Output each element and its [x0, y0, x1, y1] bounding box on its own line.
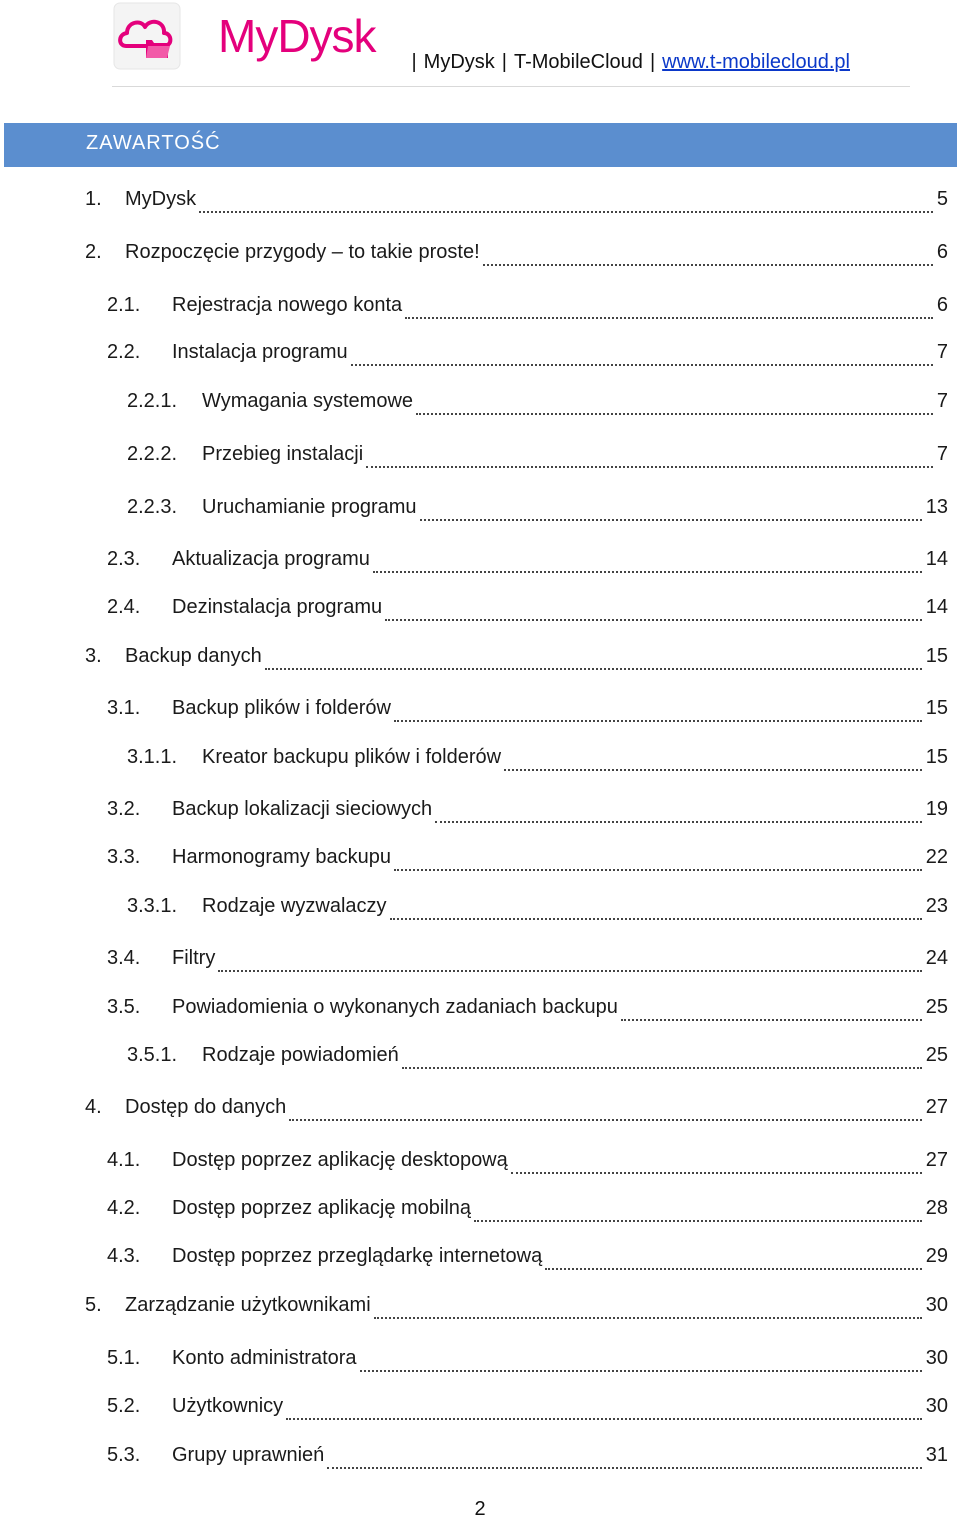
toc-entry-number: 2.2.3. — [127, 496, 178, 518]
toc-entry-title: Backup lokalizacji sieciowych — [172, 798, 433, 820]
toc-entry-number: 3.3. — [107, 846, 141, 868]
toc-entry-number: 5.1. — [107, 1347, 141, 1369]
toc-entry-page: 13 — [925, 496, 948, 518]
header-links: | MyDysk | T-MobileCloud | www.t-mobilecloud.pl — [411, 51, 850, 73]
toc-entry-number: 3.1.1. — [127, 746, 178, 768]
toc-entry-number: 2.1. — [107, 294, 141, 316]
toc-entry[interactable] — [107, 996, 948, 1026]
page-number: 2 — [474, 1498, 486, 1520]
toc-dot-leader — [483, 264, 933, 266]
toc-dot-leader — [265, 668, 922, 670]
toc-entry[interactable] — [107, 697, 948, 727]
toc-entry-page: 5 — [936, 188, 948, 210]
toc-entry-title: Rejestracja nowego konta — [172, 294, 403, 316]
toc-entry[interactable] — [107, 1444, 948, 1474]
toc-dot-leader — [286, 1418, 922, 1420]
toc-entry-title: Aktualizacja programu — [172, 548, 370, 570]
toc-entry[interactable] — [85, 645, 948, 675]
toc-dot-leader — [504, 769, 922, 771]
toc-entry-number: 3. — [85, 645, 102, 667]
toc-entry-page: 7 — [936, 390, 948, 412]
toc-entry-title: Powiadomienia o wykonanych zadaniach backupu — [172, 996, 618, 1018]
toc-entry-title: Backup plików i folderów — [172, 697, 391, 719]
toc-entry-title: Uruchamianie programu — [202, 496, 417, 518]
toc-entry-page: 25 — [925, 996, 948, 1018]
toc-entry-title: MyDysk — [125, 188, 197, 210]
toc-entry-page: 14 — [925, 596, 948, 618]
toc-entry-number: 4.3. — [107, 1245, 141, 1267]
toc-entry-page: 15 — [925, 697, 948, 719]
toc-entry-page: 23 — [925, 895, 948, 917]
toc-entry-number: 4.2. — [107, 1197, 141, 1219]
toc-entry-title: Rodzaje wyzwalaczy — [202, 895, 387, 917]
toc-entry-title: Użytkownicy — [172, 1395, 284, 1417]
toc-entry-number: 3.2. — [107, 798, 141, 820]
toc-heading: ZAWARTOŚĆ — [86, 132, 221, 154]
toc-dot-leader — [420, 519, 922, 521]
toc-entry-page: 29 — [925, 1245, 948, 1267]
header-cloud-label: T-MobileCloud — [513, 51, 643, 73]
toc-entry-title: Instalacja programu — [172, 341, 348, 363]
toc-entry-title: Kreator backupu plików i folderów — [202, 746, 502, 768]
toc-entry[interactable] — [127, 1044, 948, 1074]
toc-entry-page: 30 — [925, 1347, 948, 1369]
toc-entry-number: 2.2.1. — [127, 390, 178, 412]
toc-entry[interactable] — [107, 846, 948, 876]
toc-entry-number: 3.5. — [107, 996, 141, 1018]
toc-entry-number: 1. — [85, 188, 102, 210]
toc-entry-page: 25 — [925, 1044, 948, 1066]
toc-dot-leader — [394, 720, 922, 722]
toc-entry-page: 15 — [925, 746, 948, 768]
toc-entry-page: 7 — [936, 341, 948, 363]
toc-entry[interactable] — [127, 390, 948, 420]
toc-entry-title: Harmonogramy backupu — [172, 846, 391, 868]
toc-entry[interactable] — [107, 1197, 948, 1227]
toc-entry-number: 4.1. — [107, 1149, 141, 1171]
toc-entry[interactable] — [85, 188, 948, 218]
toc-entry[interactable] — [107, 294, 948, 324]
toc-entry[interactable] — [85, 241, 948, 271]
toc-dot-leader — [218, 970, 921, 972]
toc-entry-title: Dostęp poprzez aplikację mobilną — [172, 1197, 472, 1219]
toc-dot-leader — [545, 1268, 922, 1270]
toc-entry-title: Konto administratora — [172, 1347, 357, 1369]
toc-entry[interactable] — [107, 548, 948, 578]
toc-entry-number: 2.2.2. — [127, 443, 178, 465]
toc-dot-leader — [402, 1067, 922, 1069]
toc-entry-title: Dostęp poprzez przeglądarkę internetową — [172, 1245, 543, 1267]
toc-entry-page: 19 — [925, 798, 948, 820]
toc-dot-leader — [374, 1317, 922, 1319]
toc-entry-title: Zarządzanie użytkownikami — [125, 1294, 371, 1316]
toc-dot-leader — [394, 869, 922, 871]
toc-dot-leader — [511, 1172, 922, 1174]
toc-dot-leader — [416, 413, 933, 415]
toc-entry-page: 22 — [925, 846, 948, 868]
toc-entry-page: 30 — [925, 1294, 948, 1316]
toc-entry-page: 28 — [925, 1197, 948, 1219]
toc-entry-page: 7 — [936, 443, 948, 465]
toc-entry[interactable] — [107, 1395, 948, 1425]
toc-entry-number: 5.3. — [107, 1444, 141, 1466]
toc-entry[interactable] — [107, 341, 948, 371]
toc-entry[interactable] — [85, 1096, 948, 1126]
toc-entry[interactable] — [107, 1149, 948, 1179]
toc-entry-title: Rodzaje powiadomień — [202, 1044, 399, 1066]
toc-entry-page: 24 — [925, 947, 948, 969]
toc-entry[interactable] — [107, 1347, 948, 1377]
toc-entry-title: Grupy uprawnień — [172, 1444, 325, 1466]
toc-entry-number: 4. — [85, 1096, 102, 1118]
toc-entry[interactable] — [107, 798, 948, 828]
toc-entry[interactable] — [107, 947, 948, 977]
toc-entry-page: 27 — [925, 1149, 948, 1171]
toc-entry-title: Wymagania systemowe — [202, 390, 414, 412]
toc-entry-number: 3.3.1. — [127, 895, 178, 917]
toc-entry-number: 3.4. — [107, 947, 141, 969]
toc-dot-leader — [351, 364, 933, 366]
toc-entry-page: 30 — [925, 1395, 948, 1417]
toc-entry-page: 14 — [925, 548, 948, 570]
toc-entry[interactable] — [127, 895, 948, 925]
toc-entry[interactable] — [85, 1294, 948, 1324]
toc-entry-number: 5.2. — [107, 1395, 141, 1417]
toc-dot-leader — [289, 1119, 922, 1121]
toc-dot-leader — [390, 918, 922, 920]
website-link[interactable]: www.t-mobilecloud.pl — [662, 51, 850, 73]
toc-entry[interactable] — [107, 596, 948, 626]
toc-entry[interactable] — [127, 496, 948, 526]
toc-dot-leader — [385, 619, 922, 621]
toc-entry-page: 27 — [925, 1096, 948, 1118]
toc-dot-leader — [405, 317, 933, 319]
brand-wordmark: MyDysk — [218, 10, 376, 62]
toc-entry-number: 2. — [85, 241, 102, 263]
toc-dot-leader — [327, 1467, 921, 1469]
toc-entry-title: Przebieg instalacji — [202, 443, 364, 465]
toc-entry-number: 5. — [85, 1294, 102, 1316]
toc-dot-leader — [366, 466, 933, 468]
toc-entry[interactable] — [127, 443, 948, 473]
toc-entry-number: 2.4. — [107, 596, 141, 618]
toc-entry-title: Rozpoczęcie przygody – to takie proste! — [125, 241, 480, 263]
toc-entry-page: 6 — [936, 294, 948, 316]
toc-entry[interactable] — [107, 1245, 948, 1275]
toc-dot-leader — [373, 571, 922, 573]
toc-dot-leader — [435, 821, 922, 823]
toc-entry-page: 15 — [925, 645, 948, 667]
toc-dot-leader — [621, 1019, 922, 1021]
toc-dot-leader — [199, 211, 933, 213]
toc-entry-number: 2.3. — [107, 548, 141, 570]
toc-entry-number: 3.5.1. — [127, 1044, 178, 1066]
toc-entry-title: Dostęp poprzez aplikację desktopową — [172, 1149, 508, 1171]
toc-dot-leader — [360, 1370, 922, 1372]
header-mydysk-label: MyDysk — [423, 51, 495, 73]
toc-entry-number: 2.2. — [107, 341, 141, 363]
toc-entry-page: 6 — [936, 241, 948, 263]
toc-entry-title: Dezinstalacja programu — [172, 596, 383, 618]
toc-dot-leader — [474, 1220, 922, 1222]
toc-entry-title: Filtry — [172, 947, 216, 969]
toc-entry-title: Dostęp do danych — [125, 1096, 287, 1118]
toc-entry-page: 31 — [925, 1444, 948, 1466]
toc-entry-number: 3.1. — [107, 697, 141, 719]
toc-entry[interactable] — [127, 746, 948, 776]
toc-entry-title: Backup danych — [125, 645, 262, 667]
